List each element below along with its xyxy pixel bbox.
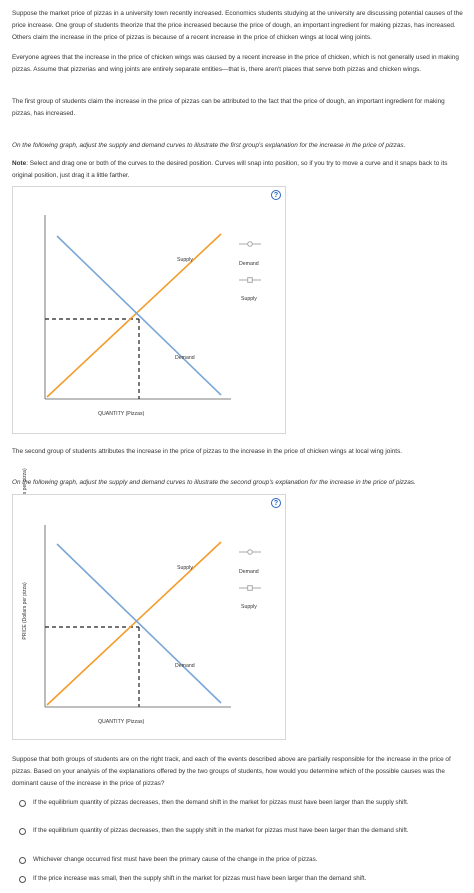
- question-text: Suppose that both groups of students are on the right track, and each of the events described above are partially responsible for the increase in the price of pizzas. Based on your analysis of the explanations offered by the two groups of students, how would you determine which of the possible causes was the dominant cause of the increase in the price of pizzas?: [12, 756, 451, 787]
- supply-curve[interactable]: [47, 542, 221, 705]
- legend-demand-tool[interactable]: [239, 242, 261, 247]
- legend-demand-label: Demand: [239, 569, 259, 575]
- legend-supply-label: Supply: [241, 296, 257, 302]
- help-icon[interactable]: ?: [271, 498, 281, 508]
- option-radio-2[interactable]: [19, 828, 26, 835]
- legend-supply-tool[interactable]: [239, 586, 261, 591]
- intro-paragraph-1: Suppose the market price of pizzas in a university town recently increased. Economics students studying at the university are discussing potential causes of the price increase. One group of students theorize that the price increased because the price of dough, an important ingredient for making pizzas, has increased. Others claim the increase in the price of pizzas is because of a recent increase in the price of chicken wings at local wing joints.: [12, 10, 463, 41]
- graph2-panel: [12, 494, 286, 740]
- intro-paragraph-3: The first group of students claim the increase in the price of pizzas can be attributed to the fact that the price of dough, an important ingredient for making pizzas, has increased.: [12, 98, 445, 117]
- paragraph-4: The second group of students attributes the increase in the price of pizzas to the increase in the price of chicken wings at local wing joints.: [12, 448, 403, 455]
- graph2-instruction: On the following graph, adjust the supply and demand curves to illustrate the second group's explanation for the increase in the price of pizzas.: [12, 479, 416, 486]
- graph1-note: [12, 158, 464, 182]
- graph2-canvas: [13, 495, 285, 739]
- option-radio-4[interactable]: [19, 876, 26, 883]
- note-text: : Select and drag one or both of the curves to the desired position. Curves will snap into position, so if you try to move a curve and it snaps back to its original position, just drag it a little farther.: [12, 160, 448, 179]
- x-axis-label: QUANTITY (Pizzas): [98, 719, 145, 725]
- option-label-1[interactable]: If the equilibrium quantity of pizzas decreases, then the demand shift in the market for pizzas must have been larger than the supply shift.: [33, 799, 409, 806]
- legend-demand-tool[interactable]: [239, 550, 261, 555]
- demand-curve-label: Demand: [175, 355, 195, 361]
- intro-paragraph-2: Everyone agrees that the increase in the price of chicken wings was caused by a recent increase in the price of chicken, which is not generally used in making pizzas. Assume that pizzerias and wing joints are entirely separate entities—that is, there aren't places that serve both pizzas and chicken wings.: [12, 54, 459, 73]
- supply-curve[interactable]: [47, 234, 221, 397]
- supply-curve-label: Supply: [177, 565, 193, 571]
- demand-curve-label: Demand: [175, 663, 195, 669]
- graph1-instruction: On the following graph, adjust the supply and demand curves to illustrate the first group's explanation for the increase in the price of pizzas.: [12, 142, 406, 149]
- option-radio-3[interactable]: [19, 857, 26, 864]
- option-label-3[interactable]: Whichever change occurred first must have been the primary cause of the change in the price of pizzas.: [33, 856, 318, 863]
- graph1-canvas: [13, 187, 285, 433]
- legend-supply-tool[interactable]: [239, 278, 261, 283]
- y-axis-label: PRICE (Dollars per pizza): [22, 582, 28, 640]
- option-radio-1[interactable]: [19, 800, 26, 807]
- note-label: Note: [12, 160, 27, 167]
- help-icon[interactable]: ?: [271, 190, 281, 200]
- option-label-4[interactable]: If the price increase was small, then the supply shift in the market for pizzas must have been larger than the demand shift.: [33, 875, 367, 882]
- supply-curve-label: Supply: [177, 257, 193, 263]
- option-label-2[interactable]: If the equilibrium quantity of pizzas decreases, then the supply shift in the market for pizzas must have been larger than the demand shift.: [33, 827, 409, 834]
- legend-supply-label: Supply: [241, 604, 257, 610]
- legend-demand-label: Demand: [239, 261, 259, 267]
- graph1-panel: [12, 186, 286, 434]
- x-axis-label: QUANTITY (Pizzas): [98, 411, 145, 417]
